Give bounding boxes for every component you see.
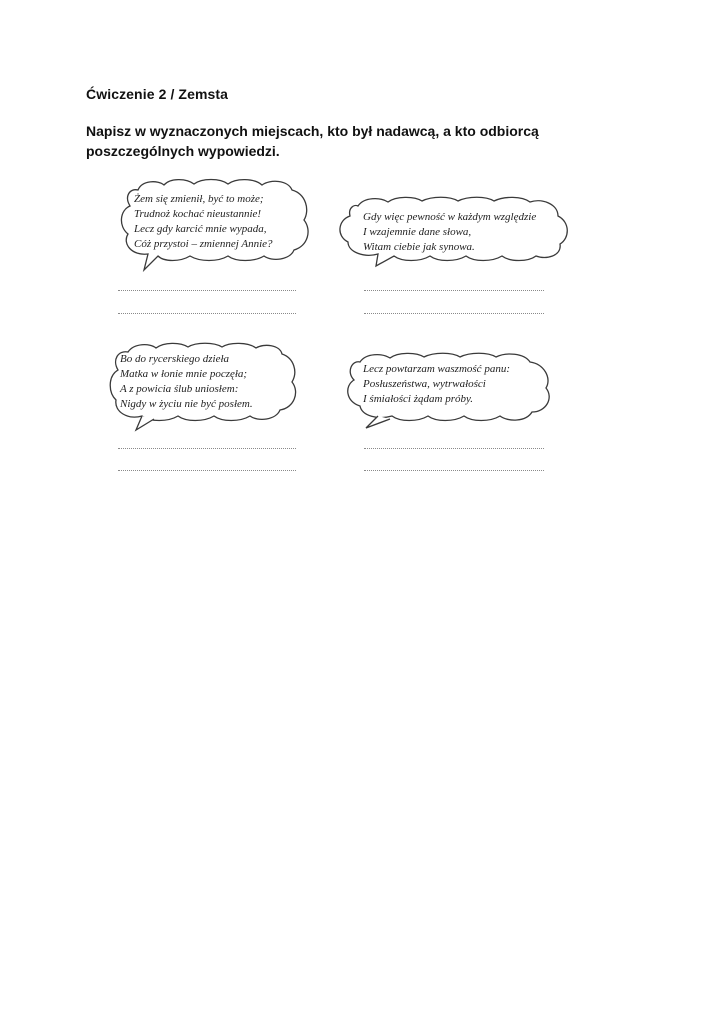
answer-line[interactable]: [364, 290, 544, 291]
bubble-2-line-3: Witam ciebie jak synowa.: [363, 241, 475, 253]
speech-bubble-4: [340, 350, 556, 430]
bubble-4-line-2: Posłuszeństwa, wytrwałości: [363, 378, 486, 390]
answer-line[interactable]: [364, 313, 544, 314]
answer-line[interactable]: [118, 290, 296, 291]
speech-bubble-1: [118, 176, 312, 274]
bubble-4-line-3: I śmiałości żądam próby.: [363, 393, 473, 405]
exercise-instruction: Napisz w wyznaczonych miejscach, kto był nadawcą, a kto odbiorcą poszczególnych wypowiedzi.: [86, 123, 539, 159]
bubble-2-line-1: Gdy więc pewność w każdym względzie: [363, 211, 537, 223]
answer-line[interactable]: [364, 470, 544, 471]
answer-line[interactable]: [118, 313, 296, 314]
bubble-1-line-1: Żem się zmienił, być to może;: [134, 193, 264, 205]
bubble-3-line-3: A z powicia ślub uniosłem:: [120, 383, 239, 395]
bubble-3-line-2: Matka w łonie mnie poczęła;: [120, 368, 248, 380]
bubble-1-line-2: Trudnoż kochać nieustannie!: [134, 208, 262, 220]
bubble-2-line-2: I wzajemnie dane słowa,: [363, 226, 472, 238]
bubble-3-line-4: Nigdy w życiu nie być posłem.: [120, 398, 253, 410]
bubble-1-line-4: Cóż przystoi – zmiennej Annie?: [134, 238, 273, 250]
answer-line[interactable]: [118, 470, 296, 471]
bubble-4-line-1: Lecz powtarzam waszmość panu:: [363, 363, 510, 375]
bubble-3-line-1: Bo do rycerskiego dzieła: [120, 353, 230, 365]
speech-bubble-3: [108, 340, 300, 434]
answer-line[interactable]: [118, 448, 296, 449]
speech-bubble-2: [336, 194, 570, 270]
answer-line[interactable]: [364, 448, 544, 449]
exercise-title: Ćwiczenie 2 / Zemsta: [86, 86, 229, 102]
bubble-1-line-3: Lecz gdy karcić mnie wypada,: [134, 223, 267, 235]
